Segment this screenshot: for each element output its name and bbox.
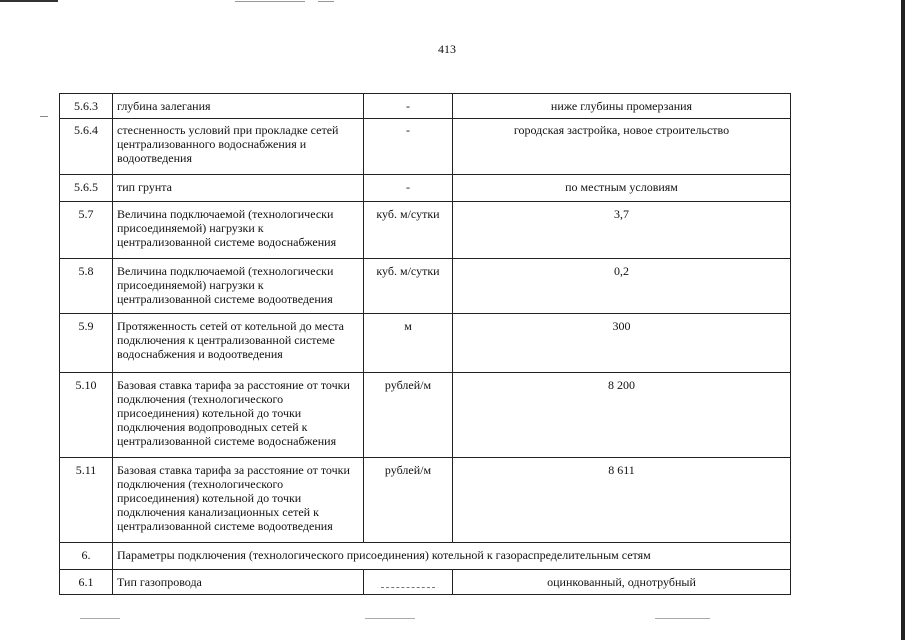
table-row [60, 314, 791, 373]
section-row [60, 543, 791, 570]
row-value: оцинкованный, однотрубный [453, 570, 791, 595]
row-description: Величина подключаемой (технологически присоединяемой) нагрузки к централизованной системе водоотведения [113, 259, 364, 314]
row-value: 3,7 [453, 202, 791, 259]
table-row [60, 175, 791, 202]
table-row [60, 458, 791, 543]
row-value: 8 611 [453, 458, 791, 543]
row-value: ниже глубины промерзания [453, 94, 791, 119]
row-value: 0,2 [453, 259, 791, 314]
row-unit: куб. м/сутки [364, 202, 453, 259]
row-description: Тип газопровода [113, 570, 364, 595]
scan-edge-right [901, 0, 905, 640]
table-row [60, 202, 791, 259]
scan-mark [40, 116, 48, 117]
row-unit: куб. м/сутки [364, 259, 453, 314]
row-description: Протяженность сетей от котельной до места подключения к централизованной системе водоснабжения и водоотведения [113, 314, 364, 373]
scan-edge-top-left [0, 0, 58, 2]
row-value: городская застройка, новое строительство [453, 119, 791, 175]
row-number: 6.1 [60, 570, 113, 595]
scan-top-mark [318, 1, 334, 2]
section-title: Параметры подключения (технологического присоединения) котельной к газораспределительным сетям [113, 543, 791, 570]
row-number: 5.9 [60, 314, 113, 373]
row-description: тип грунта [113, 175, 364, 202]
row-unit: - [364, 119, 453, 175]
row-unit: м [364, 314, 453, 373]
row-unit: - [364, 94, 453, 119]
table-row [60, 570, 791, 595]
row-number: 5.11 [60, 458, 113, 543]
row-unit: - [364, 175, 453, 202]
row-number: 5.7 [60, 202, 113, 259]
row-description: Базовая ставка тарифа за расстояние от точки подключения (технологического присоединения) котельной до точки подключения канализационных сетей к централизованной системе водоотведения [113, 458, 364, 543]
row-description: Величина подключаемой (технологически присоединяемой) нагрузки к централизованной системе водоснабжения [113, 202, 364, 259]
dotted-line [381, 579, 435, 588]
scan-mark [365, 618, 415, 619]
row-number: 5.8 [60, 259, 113, 314]
table-row [60, 373, 791, 458]
section-number: 6. [60, 543, 113, 570]
row-unit: рублей/м [364, 373, 453, 458]
row-unit-blank [364, 570, 453, 595]
row-number: 5.10 [60, 373, 113, 458]
table-row [60, 119, 791, 175]
table-row [60, 94, 791, 119]
row-description: стесненность условий при прокладке сетей централизованного водоснабжения и водоотведения [113, 119, 364, 175]
parameters-table [59, 93, 791, 595]
row-value: 8 200 [453, 373, 791, 458]
row-description: Базовая ставка тарифа за расстояние от точки подключения (технологического присоединения) котельной до точки подключения водопроводных сетей к централизованной системе водоснабжения [113, 373, 364, 458]
scan-mark [655, 618, 710, 619]
row-value: по местным условиям [453, 175, 791, 202]
page-number: 413 [438, 42, 456, 56]
row-number: 5.6.4 [60, 119, 113, 175]
scan-top-mark [235, 1, 305, 2]
row-description: глубина залегания [113, 94, 364, 119]
scan-mark [80, 618, 120, 619]
row-number: 5.6.5 [60, 175, 113, 202]
row-number: 5.6.3 [60, 94, 113, 119]
table-row [60, 259, 791, 314]
row-value: 300 [453, 314, 791, 373]
row-unit: рублей/м [364, 458, 453, 543]
